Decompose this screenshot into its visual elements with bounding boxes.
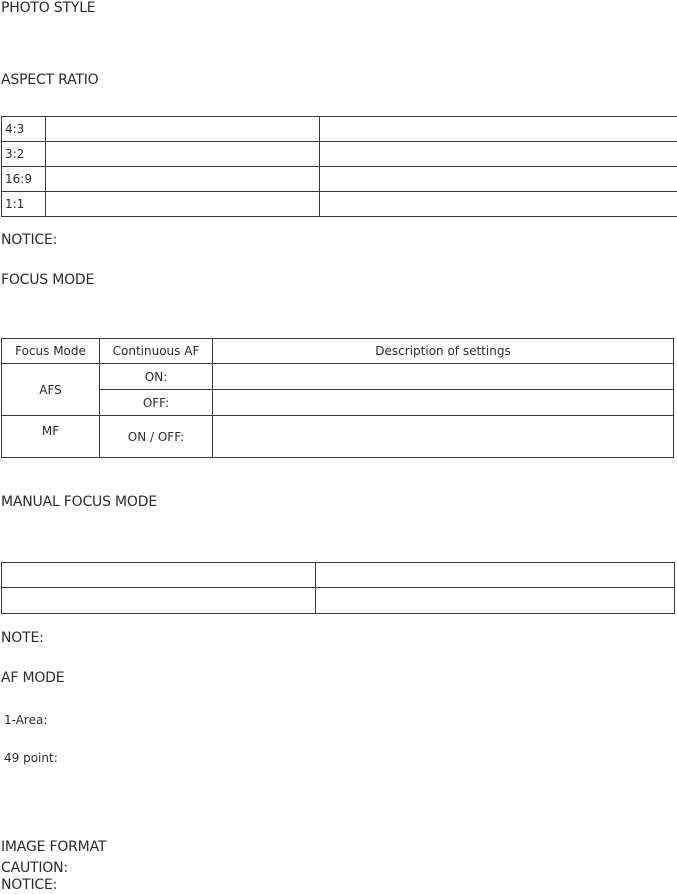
afs-off-description-cell	[213, 390, 674, 416]
focus-mode-table	[1, 338, 674, 458]
mf-description-cell	[213, 416, 674, 458]
table-cell	[46, 192, 320, 217]
caution-label: CAUTION:	[1, 860, 68, 876]
afs-on-description-cell	[213, 364, 674, 390]
manual-focus-table	[1, 562, 675, 614]
aspect-ratio-cell: 1:1	[2, 192, 46, 217]
mf-setting-cell: ON / OFF:	[100, 416, 213, 458]
note-label: NOTE:	[1, 630, 44, 646]
notice-label: NOTICE:	[1, 232, 58, 248]
aspect-ratio-heading: ASPECT RATIO	[1, 72, 99, 88]
table-row	[2, 117, 677, 142]
focus-mode-heading: FOCUS MODE	[1, 272, 95, 288]
photo-style-heading: PHOTO STYLE	[1, 0, 96, 16]
af-mode-49-point-label: 49 point:	[4, 751, 58, 765]
aspect-ratio-table	[1, 116, 677, 217]
table-row	[2, 142, 677, 167]
table-row	[2, 167, 677, 192]
table-row	[2, 416, 674, 458]
table-cell	[2, 588, 316, 614]
af-mode-heading: AF MODE	[1, 670, 65, 686]
table-cell	[316, 588, 675, 614]
af-mode-1-area-label: 1-Area:	[4, 713, 48, 727]
table-row	[2, 364, 674, 390]
image-format-heading: IMAGE FORMAT	[1, 839, 107, 855]
continuous-af-column-header: Continuous AF	[100, 339, 213, 364]
notice-label-2: NOTICE:	[1, 877, 58, 893]
table-row	[2, 588, 675, 614]
aspect-ratio-cell: 4:3	[2, 117, 46, 142]
afs-mode-cell: AFS	[2, 364, 100, 416]
table-cell	[2, 563, 316, 588]
table-row	[2, 390, 674, 416]
description-column-header: Description of settings	[213, 339, 674, 364]
table-row	[2, 563, 675, 588]
table-cell	[316, 563, 675, 588]
table-cell	[320, 117, 677, 142]
table-cell	[320, 192, 677, 217]
manual-focus-mode-heading: MANUAL FOCUS MODE	[1, 494, 157, 510]
table-row	[2, 192, 677, 217]
table-cell	[320, 167, 677, 192]
afs-on-cell: ON:	[100, 364, 213, 390]
mf-mode-cell: MF	[2, 416, 100, 458]
table-cell	[46, 142, 320, 167]
table-cell	[46, 117, 320, 142]
focus-mode-column-header: Focus Mode	[2, 339, 100, 364]
afs-off-cell: OFF:	[100, 390, 213, 416]
table-cell	[320, 142, 677, 167]
table-cell	[46, 167, 320, 192]
table-header-row	[2, 339, 674, 364]
aspect-ratio-cell: 16:9	[2, 167, 46, 192]
aspect-ratio-cell: 3:2	[2, 142, 46, 167]
